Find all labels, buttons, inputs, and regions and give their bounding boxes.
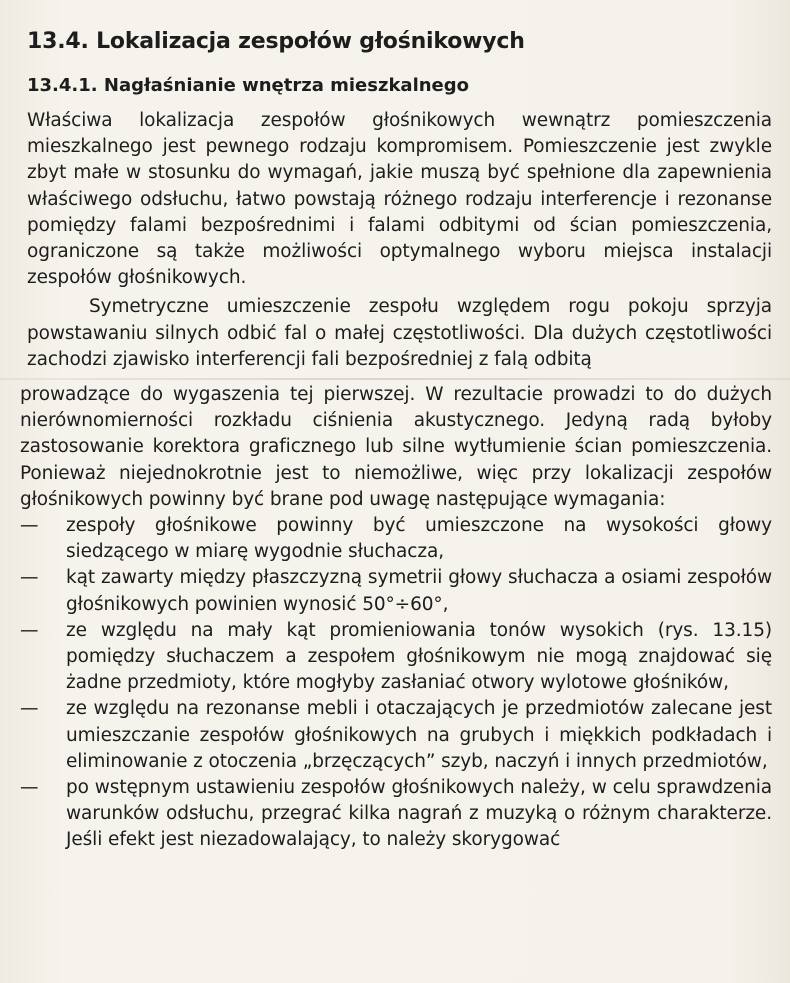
paragraph-2: Symetryczne umieszczenie zespołu względem rogu pokoju sprzyja powstawaniu silnych odbić fal o małej częstotliwości. Dla dużych częstotliwości zachodzi zjawisko interferencji fali bezpośredniej z falą odbitą: [27, 296, 772, 370]
paragraph-3: prowadzące do wygaszenia tej pierwszej. W rezultacie prowadzi to do dużych nierównomierności rozkładu ciśnienia akustycznego. Jedyną radą byłoby zastosowanie korektora graficznego lub silne wytłumienie ścian pomieszczenia. Ponieważ niejednokrotnie jest to niemożliwe, więc przy lokalizacji zespołów głośnikowych powinny być brane pod uwagę następujące wymagania:: [20, 384, 772, 510]
list-item-text: ze względu na mały kąt promieniowania tonów wysokich (rys. 13.15) pomiędzy słuchaczem a zespołem głośnikowym nie mogą znajdować się żadne przedmioty, które mogłyby zasłaniać otwory wylotowe głośników,: [66, 619, 772, 694]
section-title: 13.4. Lokalizacja zespołów głośnikowych: [27, 29, 525, 54]
upper-text-block: [27, 18, 772, 373]
page-fold-line: [0, 378, 790, 380]
list-item: [20, 513, 772, 565]
list-item-text: po wstępnym ustawieniu zespołów głośnikowych należy, w celu sprawdzenia warunków odsłuchu, przegrać kilka nagrań z muzyką o różnym charakterze. Jeśli efekt jest niezadowalający, to należy skorygować: [66, 777, 772, 851]
dash-bullet: —: [20, 619, 39, 641]
subsection-title: 13.4.1. Nagłaśnianie wnętrza mieszkalnego: [27, 75, 470, 96]
dash-bullet: —: [20, 698, 39, 720]
list-item-text: ze względu na rezonanse mebli i otaczających je przedmiotów zalecane jest umieszczanie zespołów głośnikowych na grubych i miękkich podkładach i eliminowanie z otoczenia „brzęczących” szyb, naczyń i innych przedmiotów,: [66, 698, 772, 772]
dash-bullet: —: [20, 567, 39, 589]
dash-bullet: —: [20, 515, 39, 537]
dash-bullet: —: [20, 777, 39, 799]
list-item: [20, 775, 772, 854]
list-item: [20, 565, 772, 617]
paragraph-1: Właściwa lokalizacja zespołów głośnikowych wewnątrz pomieszczenia mieszkalnego jest pewnego rodzaju kompromisem. Pomieszczenie jest zwykle zbyt małe w stosunku do wymagań, jakie muszą być spełnione dla zapewnienia właściwego odsłuchu, łatwo powstają różnego rodzaju interferencje i rezonanse pomiędzy falami bezpośrednimi i falami odbitymi od ścian pomieszczenia, ograniczone są także możliwości optymalnego wyboru miejsca instalacji zespołów głośnikowych.: [27, 110, 772, 289]
requirements-list: [20, 513, 772, 854]
list-item: [20, 618, 772, 697]
list-item: [20, 696, 772, 775]
lower-text-block: [20, 382, 772, 854]
list-item-text: zespoły głośnikowe powinny być umieszczone na wysokości głowy siedzącego w miarę wygodnie słuchacza,: [66, 515, 772, 563]
list-item-text: kąt zawarty między płaszczyzną symetrii głowy słuchacza a osiami zespołów głośnikowych powinien wynosić 50°÷60°,: [66, 567, 772, 615]
